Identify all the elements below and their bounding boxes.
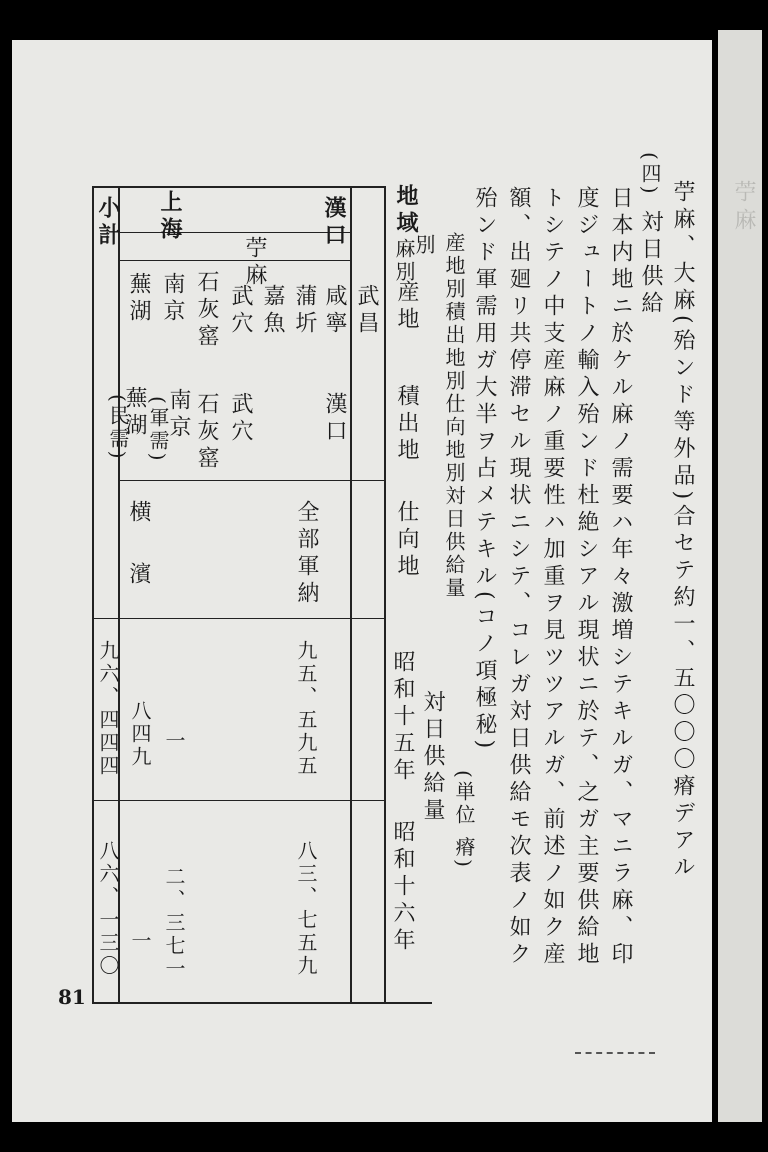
- header-s16: 昭和十六年: [390, 820, 415, 955]
- header-region: 地域: [393, 184, 419, 238]
- region-shanghai: 上海: [157, 190, 183, 244]
- text-heading: 対日供給: [638, 210, 663, 318]
- header-s15: 昭和十五年: [390, 650, 415, 785]
- header-region-suffix: 別: [412, 234, 436, 257]
- s16-hankou-value: 八三、七五九: [294, 840, 318, 978]
- section-number: (四): [638, 152, 662, 197]
- page-number: 81: [58, 985, 86, 1009]
- table-row-rule: [92, 800, 386, 801]
- table-title: 産地別積出地別仕向地別対日供給量: [442, 232, 466, 600]
- origin-shihuiyao: 石灰窰: [194, 270, 219, 351]
- row-subtotal: 小計: [95, 196, 121, 250]
- origin-wuchang: 武昌: [354, 284, 379, 338]
- footnote-rule: [575, 1052, 655, 1054]
- table-row-rule: [120, 480, 384, 481]
- s16-wuhu-value: 一: [128, 930, 152, 953]
- origin-jiayu: 嘉魚: [260, 284, 285, 338]
- ship-nanjing: 南京: [166, 388, 191, 442]
- dest-all-military: 全部軍納: [294, 500, 319, 608]
- origin-nanjing: 南京: [160, 272, 185, 326]
- s15-nanjing-value: 一: [162, 730, 186, 753]
- region-hankou: 漢口: [321, 196, 347, 250]
- text-line-3: 日本内地ニ於ケル麻ノ需要ハ年々激増シテキルガ、マニラ麻、印: [608, 186, 633, 969]
- header-dest: 仕向地: [394, 500, 419, 581]
- text-line-6: 額、出廻リ共停滞セル現状ニシテ、コレガ対日供給モ次表ノ如ク: [506, 186, 531, 969]
- table-row-rule: [120, 232, 350, 233]
- text-line-5: トシテノ中支産麻ノ重要性ハ加重ヲ見ツツアルガ、前述ノ如ク産: [540, 186, 565, 969]
- s16-total-value: 八六、一三〇: [96, 840, 120, 978]
- text-line-7: 殆ンド軍需用ガ大半ヲ占メテキル(コノ項極秘): [472, 186, 497, 754]
- table-unit: (単位 瘠): [452, 770, 476, 870]
- type-ramie: 苧麻: [242, 236, 267, 290]
- origin-wuxue: 武穴: [228, 284, 253, 338]
- header-type: 麻別: [392, 238, 416, 284]
- origin-xianning: 咸寧: [322, 284, 347, 338]
- adjacent-page-edge: 苧麻: [718, 30, 762, 1122]
- table-top-rule: [92, 186, 386, 188]
- text-line-1: 苧麻、大麻(殆ンド等外品)合セテ約一、五〇〇〇瘠デアル: [670, 180, 695, 883]
- table-right-rule: [384, 186, 386, 1004]
- origin-puqi: 蒲圻: [292, 284, 317, 338]
- ship-wuhu: 蕪湖: [122, 386, 147, 440]
- header-origin: 産地: [394, 280, 419, 334]
- text-line-4: 度ジュートノ輸入殆ンド杜絶シアル現状ニ於テ、之ガ主要供給地: [574, 186, 599, 969]
- header-supply: 対日供給量: [420, 690, 445, 825]
- s15-total-value: 九六、四四四: [96, 640, 120, 778]
- ship-nanjing-note: (軍需): [146, 396, 170, 464]
- s16-nanjing-value: 二、三七一: [162, 866, 186, 981]
- origin-wuhu: 蕪湖: [126, 272, 151, 326]
- ship-hankou: 漢口: [322, 392, 347, 446]
- table-row-rule: [120, 260, 350, 261]
- s15-hankou-value: 九五、五九五: [294, 640, 318, 778]
- dest-yokohama: 横濱: [126, 500, 151, 624]
- ship-shihuiyao: 石灰窰: [194, 392, 219, 473]
- ship-wuhu-note: (民需): [106, 394, 130, 462]
- header-ship: 積出地: [394, 384, 419, 465]
- ship-wuxue: 武穴: [228, 392, 253, 446]
- s15-wuhu-value: 八四九: [128, 700, 152, 769]
- table-bottom-rule: [92, 1002, 432, 1004]
